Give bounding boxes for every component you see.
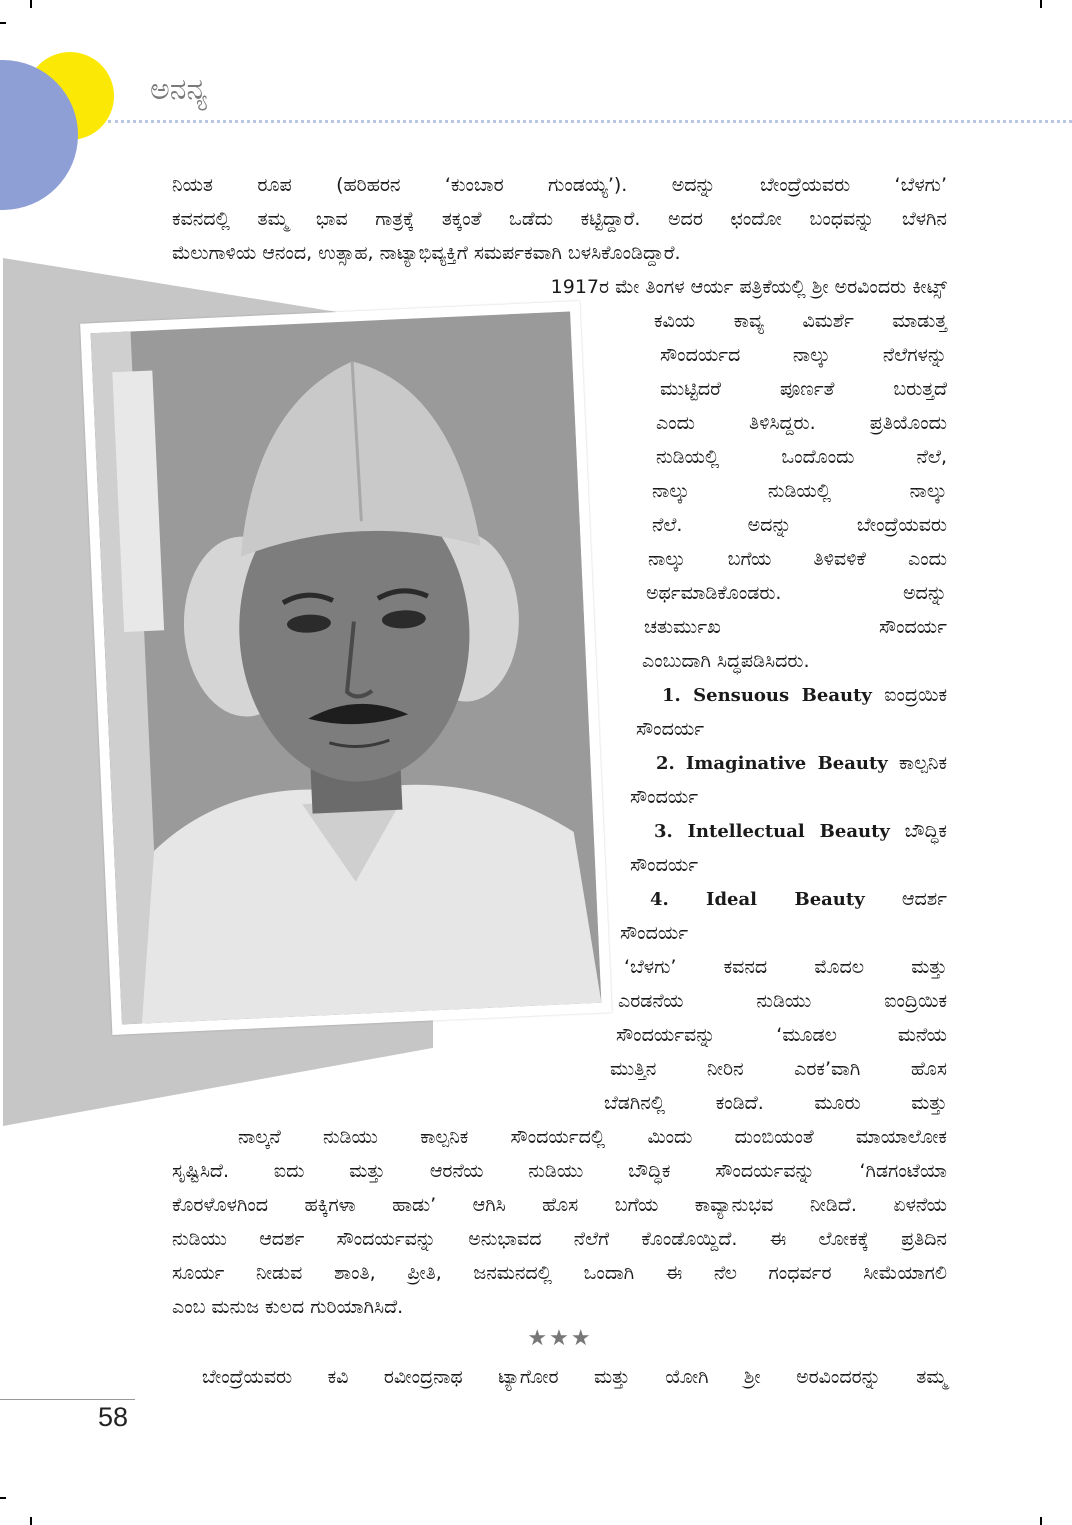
beauty-item-english: Imaginative Beauty bbox=[685, 753, 888, 774]
beauty-item-kannada: ಬೌದ್ಧಿಕ bbox=[904, 820, 947, 842]
running-header-title: ಅನನ್ಯ bbox=[150, 72, 208, 107]
crop-mark bbox=[0, 22, 6, 24]
text-line: ಎಂದು ತಿಳಿಸಿದ್ದರು. ಪ್ರತಿಯೊಂದು bbox=[656, 412, 947, 434]
photo-frame bbox=[80, 301, 612, 1035]
text-line: ಚತುರ್ಮುಖ ಸೌಂದರ್ಯ bbox=[644, 616, 947, 638]
text-line: ಸೌಂದರ್ಯವನ್ನು ‘ಮೂಡಲ ಮನೆಯ bbox=[616, 1024, 947, 1046]
crop-mark bbox=[1040, 0, 1042, 8]
text-line: ನಾಲ್ಕು ನುಡಿಯಲ್ಲಿ ನಾಲ್ಕು bbox=[652, 480, 947, 502]
paragraph-2-first-line bbox=[404, 270, 947, 304]
text-line: ನಿಯತ ರೂಪ (ಹರಿಹರನ ‘ಕುಂಬಾರ ಗುಂಡಯ್ಯ’). ಅದನ್ನು ಬೇಂದ್ರೆಯವರು ‘ಬೆಳಗು’ bbox=[172, 174, 947, 196]
bottom-paragraph bbox=[172, 1120, 947, 1324]
text-line: ಎರಡನೆಯ ನುಡಿಯು ಐಂದ್ರಿಯಿಕ bbox=[618, 990, 947, 1012]
beauty-item-1 bbox=[630, 678, 947, 712]
beauty-item-number: 1. bbox=[662, 685, 681, 706]
header-dotted-rule bbox=[108, 120, 1072, 123]
section-separator-stars: ★★★ bbox=[527, 1326, 593, 1351]
crop-mark bbox=[1040, 1517, 1042, 1525]
beauty-item-number: 4. bbox=[650, 889, 669, 910]
text-line: ಎಂಬ ಮನುಜ ಕುಲದ ಗುರಿಯಾಗಿಸಿದೆ. bbox=[172, 1296, 404, 1318]
last-paragraph bbox=[172, 1360, 947, 1394]
beauty-item-english: Sensuous Beauty bbox=[693, 685, 872, 706]
intro-paragraph bbox=[172, 168, 947, 270]
text-line: ಕವನದಲ್ಲಿ ತಮ್ಮ ಭಾವ ಗಾತ್ರಕ್ಕೆ ತಕ್ಕಂತೆ ಒಡೆದು ಕಟ್ಟಿದ್ದಾರೆ. ಅದರ ಛಂದೋ ಬಂಧವನ್ನು ಬೆಳಗಿನ bbox=[172, 208, 947, 230]
beauty-list bbox=[620, 678, 948, 950]
crop-mark bbox=[30, 1517, 32, 1525]
beauty-item-kannada: ಆದರ್ಶ bbox=[901, 888, 947, 910]
beauty-item-number: 2. bbox=[656, 753, 675, 774]
beauty-item-number: 3. bbox=[654, 821, 673, 842]
text-line: ಮೆಲುಗಾಳಿಯ ಆನಂದ, ಉತ್ಸಾಹ, ನಾಟ್ಯಾಭಿವ್ಯಕ್ತಿಗೆ ಸಮರ್ಪಕವಾಗಿ ಬಳಸಿಕೊಂಡಿದ್ದಾರೆ. bbox=[172, 242, 681, 264]
text-line: ನಾಲ್ಕು ಬಗೆಯ ತಿಳಿವಳಿಕೆ ಎಂದು bbox=[648, 548, 947, 570]
text-line: ಬೇಂದ್ರೆಯವರು ಕವಿ ರವೀಂದ್ರನಾಥ ಟ್ಯಾಗೋರ ಮತ್ತು ಯೋಗಿ ಶ್ರೀ ಅರವಿಂದರನ್ನು ತಮ್ಮ bbox=[202, 1366, 947, 1388]
text-line: ನೆಲೆ. ಅದನ್ನು ಬೇಂದ್ರೆಯವರು bbox=[652, 514, 947, 536]
text-line: ಅರ್ಥಮಾಡಿಕೊಂಡರು. ಅದನ್ನು bbox=[646, 582, 947, 604]
page-number: 58 bbox=[98, 1402, 129, 1432]
text-line: ಕವಿಯ ಕಾವ್ಯ ವಿಮರ್ಶೆ ಮಾಡುತ್ತ bbox=[654, 310, 947, 332]
text-line: ಬೆಡಗಿನಲ್ಲಿ ಕಂಡಿದೆ. ಮೂರು ಮತ್ತು bbox=[604, 1092, 947, 1114]
beauty-item-1-cont: ಸೌಂದರ್ಯ bbox=[636, 718, 705, 740]
text-line: ಎಂಬುದಾಗಿ ಸಿದ್ಧಪಡಿಸಿದರು. bbox=[642, 650, 810, 672]
text-line: ‘ಬೆಳಗು’ ಕವನದ ಮೊದಲ ಮತ್ತು bbox=[624, 956, 947, 978]
text-line: ಮುಟ್ಟಿದರೆ ಪೂರ್ಣತೆ ಬರುತ್ತದೆ bbox=[660, 378, 947, 400]
beauty-item-2 bbox=[630, 746, 947, 780]
beauty-item-kannada: ಕಾಲ್ಪನಿಕ bbox=[898, 752, 948, 774]
text-line: ಮುತ್ತಿನ ನೀರಿನ ಎರಕ’ವಾಗಿ ಹೊಸ bbox=[610, 1058, 947, 1080]
beauty-item-4 bbox=[630, 882, 947, 916]
footer-rule bbox=[0, 1399, 135, 1400]
text-line: ನಾಲ್ಕನೆ ನುಡಿಯು ಕಾಲ್ಪನಿಕ ಸೌಂದರ್ಯದಲ್ಲಿ ಮಿಂದು ದುಂಬಿಯಂತೆ ಮಾಯಾಲೋಕ bbox=[238, 1126, 947, 1148]
text-line: ನುಡಿಯಲ್ಲಿ ಒಂದೊಂದು ನೆಲೆ, bbox=[656, 446, 947, 468]
text-line: 1917ರ ಮೇ ತಿಂಗಳ ಆರ್ಯ ಪತ್ರಿಕೆಯಲ್ಲಿ ಶ್ರೀ ಅರವಿಂದರು ಕೀಟ್ಸ್ bbox=[550, 276, 947, 298]
beauty-item-3 bbox=[630, 814, 947, 848]
portrait-illustration bbox=[91, 311, 602, 1024]
crop-mark bbox=[0, 1497, 6, 1499]
text-line: ಸೌಂದರ್ಯದ ನಾಲ್ಕು ನೆಲೆಗಳನ್ನು bbox=[660, 344, 947, 366]
text-line: ನುಡಿಯು ಆದರ್ಶ ಸೌಂದರ್ಯವನ್ನು ಅನುಭಾವದ ನೆಲೆಗೆ ಕೊಂಡೊಯ್ದಿದೆ. ಈ ಲೋಕಕ್ಕೆ ಪ್ರತಿದಿನ bbox=[172, 1228, 947, 1250]
beauty-item-kannada: ಐಂದ್ರಯಿಕ bbox=[884, 684, 947, 706]
text-line: ಸೃಷ್ಟಿಸಿದೆ. ಐದು ಮತ್ತು ಆರನೆಯ ನುಡಿಯು ಬೌದ್ಧಿಕ ಸೌಂದರ್ಯವನ್ನು ‘ಗಿಡಗಂಟೆಯಾ bbox=[172, 1160, 947, 1182]
text-line: ಸೂರ್ಯ ನೀಡುವ ಶಾಂತಿ, ಪ್ರೀತಿ, ಜನಮನದಲ್ಲಿ ಒಂದಾಗಿ ಈ ನೆಲ ಗಂಧರ್ವರ ಸೀಮೆಯಾಗಲಿ bbox=[172, 1262, 947, 1284]
beauty-item-english: Intellectual Beauty bbox=[687, 821, 890, 842]
portrait-photo bbox=[91, 311, 602, 1024]
crop-mark bbox=[30, 0, 32, 8]
beauty-item-2-cont: ಸೌಂದರ್ಯ bbox=[630, 786, 699, 808]
text-line: ಕೊರಳೊಳಗಿಂದ ಹಕ್ಕಿಗಳಾ ಹಾಡು’ ಆಗಿಸಿ ಹೊಸ ಬಗೆಯ ಕಾವ್ಯಾನುಭವ ನೀಡಿದೆ. ಏಳನೆಯ bbox=[172, 1194, 947, 1216]
beauty-item-3-cont: ಸೌಂದರ್ಯ bbox=[630, 854, 699, 876]
right-column-2 bbox=[602, 950, 947, 1120]
beauty-item-4-cont: ಸೌಂದರ್ಯ bbox=[620, 922, 689, 944]
beauty-item-english: Ideal Beauty bbox=[706, 889, 865, 910]
right-column bbox=[642, 304, 947, 678]
